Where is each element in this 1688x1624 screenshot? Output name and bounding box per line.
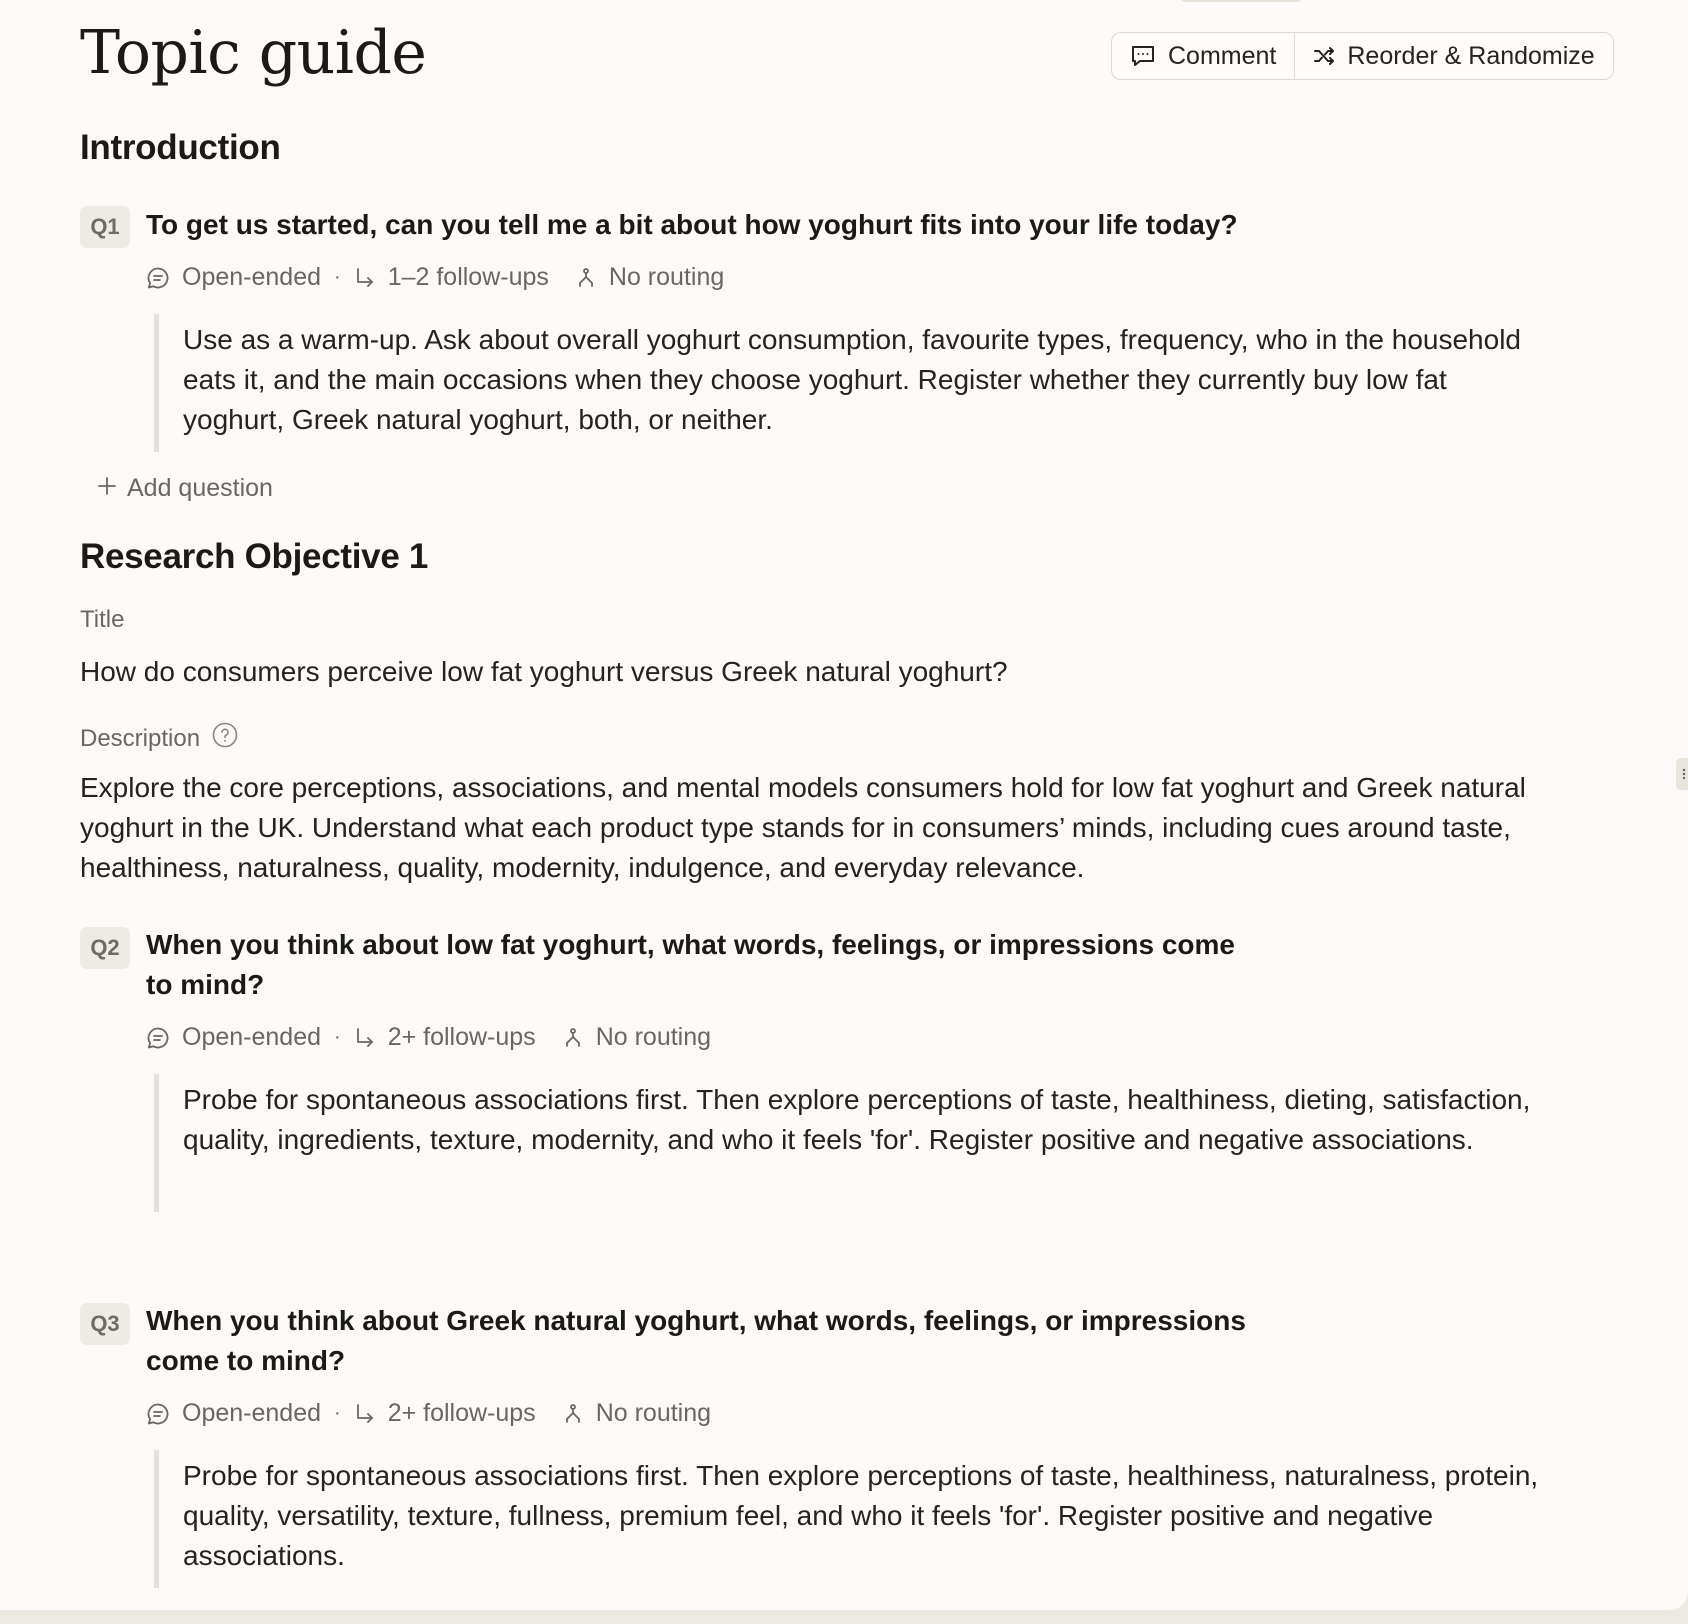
- objective-description-value[interactable]: Explore the core perceptions, associations, and mental models consumers hold for low fat yoghurt and Greek natural yoghurt in the UK. Understand what each product type stands for in consumers’ minds, including cues around taste, healthiness, naturalness, quality, modernity, indulgence, and everyday relevance.: [80, 772, 1526, 883]
- routing-label: No routing: [595, 1023, 712, 1051]
- followups-label: 2+ follow-ups: [387, 1023, 536, 1051]
- question-meta: [146, 263, 724, 292]
- question-circle-icon[interactable]: [212, 722, 238, 755]
- question-type-label: Open-ended: [182, 263, 322, 291]
- comment-button[interactable]: [1112, 33, 1294, 79]
- plus-icon: [97, 474, 117, 503]
- side-drag-handle[interactable]: [1676, 758, 1688, 790]
- question-meta: [146, 1023, 711, 1052]
- question-meta: [146, 1399, 711, 1428]
- question-number-badge: Q2: [80, 927, 130, 969]
- description-field-label: [80, 722, 238, 755]
- section-heading-research-objective-1: Research Objective 1: [80, 537, 429, 576]
- shuffle-icon: [1313, 46, 1335, 66]
- comment-icon: [1130, 44, 1156, 68]
- meta-separator: ·: [334, 1402, 341, 1424]
- question-type-label: Open-ended: [182, 1023, 322, 1051]
- question-note[interactable]: Probe for spontaneous associations first. Then explore perceptions of taste, healthiness, dieting, satisfaction, quality, ingredients, texture, modernity, and who it feels 'for'. Register positive and negative associations.: [154, 1074, 1554, 1212]
- question-note[interactable]: Probe for spontaneous associations first. Then explore perceptions of taste, healthiness, naturalness, protein, quality, versatility, texture, fullness, premium feel, and who it feels 'for'. Register positive and negative associations.: [154, 1450, 1554, 1588]
- chat-bubble-icon: [146, 1026, 170, 1050]
- corner-arrow-icon: [354, 1403, 376, 1425]
- reorder-button-label: Reorder & Randomize: [1347, 41, 1595, 70]
- question-text[interactable]: When you think about low fat yoghurt, what words, feelings, or impressions come to mind?: [146, 929, 1235, 1000]
- title-label-text: Title: [80, 606, 125, 633]
- meta-separator: ·: [334, 1026, 341, 1048]
- add-question-button[interactable]: [97, 474, 273, 503]
- question-text[interactable]: To get us started, can you tell me a bit about how yoghurt fits into your life today?: [146, 209, 1238, 240]
- page-title: Topic guide: [80, 18, 427, 88]
- description-label-text: Description: [80, 724, 201, 752]
- toolbar: [1111, 32, 1614, 80]
- title-field-label: [80, 606, 124, 634]
- followups-label: 1–2 follow-ups: [387, 263, 549, 291]
- followups-label: 2+ follow-ups: [387, 1399, 536, 1427]
- section-heading-introduction: Introduction: [80, 128, 281, 167]
- routing-icon: [562, 1403, 584, 1425]
- comment-button-label: Comment: [1168, 41, 1277, 70]
- question-note[interactable]: Use as a warm-up. Ask about overall yoghurt consumption, favourite types, frequency, who in the household eats it, and the main occasions when they choose yoghurt. Register whether they currently buy low fat yoghurt, Greek natural yoghurt, both, or neither.: [154, 314, 1554, 452]
- routing-icon: [562, 1027, 584, 1049]
- corner-arrow-icon: [354, 267, 376, 289]
- chat-bubble-icon: [146, 1402, 170, 1426]
- top-drag-tab[interactable]: [1181, 0, 1301, 2]
- reorder-randomize-button[interactable]: [1294, 33, 1612, 79]
- objective-title-value[interactable]: How do consumers perceive low fat yoghurt versus Greek natural yoghurt?: [80, 656, 1008, 687]
- routing-icon: [575, 267, 597, 289]
- question-number-badge: Q1: [80, 206, 130, 248]
- question-type-label: Open-ended: [182, 1399, 322, 1427]
- routing-label: No routing: [608, 263, 725, 291]
- routing-label: No routing: [595, 1399, 712, 1427]
- meta-separator: ·: [334, 266, 341, 288]
- chat-bubble-icon: [146, 266, 170, 290]
- add-question-label: Add question: [127, 474, 273, 502]
- question-text[interactable]: When you think about Greek natural yoghurt, what words, feelings, or impressions come to mind?: [146, 1305, 1246, 1376]
- question-number-badge: Q3: [80, 1303, 130, 1345]
- corner-arrow-icon: [354, 1027, 376, 1049]
